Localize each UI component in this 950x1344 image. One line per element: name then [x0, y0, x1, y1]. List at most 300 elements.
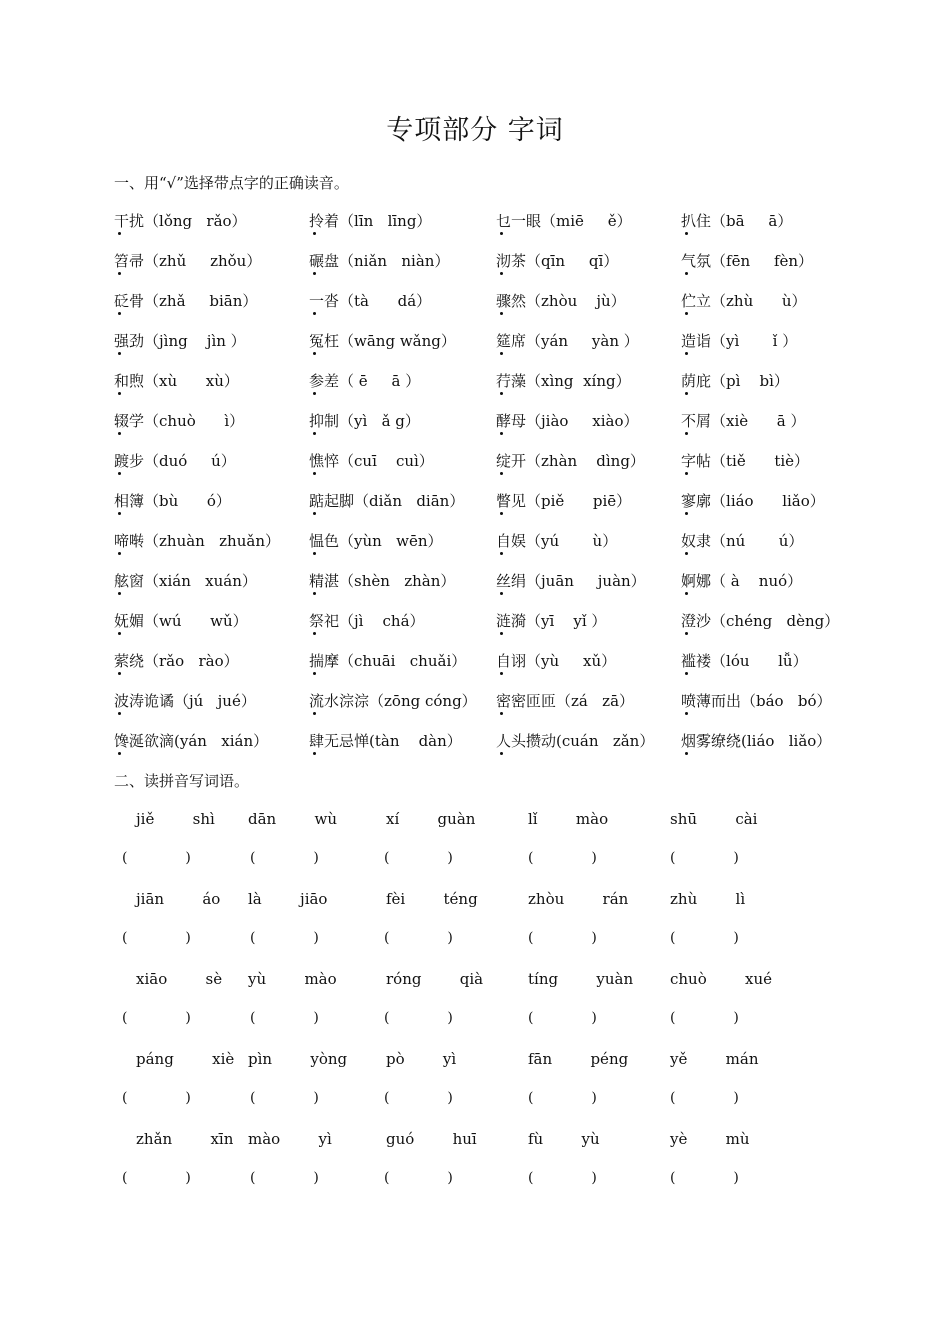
pronunciation-item: [114, 370, 239, 391]
emphasis-dot: [313, 392, 316, 395]
word: 波涛诡谲: [114, 692, 174, 710]
pinyin-options: （ à nuó）: [711, 572, 803, 590]
pinyin-options: （pì bì）: [711, 372, 789, 390]
emphasis-dot: [313, 272, 316, 275]
pinyin-prompt: shū cài: [670, 810, 758, 828]
pronunciation-item: [309, 330, 456, 351]
emphasis-dot: [685, 392, 688, 395]
word: 踮起脚: [309, 492, 354, 510]
emphasis-dot: [118, 592, 121, 595]
pinyin-options: （zhù ù）: [711, 292, 807, 310]
pinyin-prompt: mào yì: [248, 1130, 332, 1148]
pronunciation-item: [114, 610, 248, 631]
pronunciation-item: [496, 530, 617, 551]
pinyin-prompt: tíng yuàn: [528, 970, 634, 988]
pronunciation-item: [496, 250, 618, 271]
emphasis-dot: [118, 552, 121, 555]
pinyin-options: （līn līng）: [339, 212, 432, 230]
pinyin-options: （zōng cóng）: [369, 692, 477, 710]
answer-blank[interactable]: ( ): [384, 930, 453, 946]
pinyin-options: （diǎn diān）: [354, 492, 465, 510]
word: 筵席: [496, 332, 526, 350]
answer-blank[interactable]: ( ): [384, 1090, 453, 1106]
pinyin-row: [114, 1050, 854, 1070]
answer-row: [114, 1170, 854, 1190]
emphasis-dot: [118, 632, 121, 635]
pinyin-options: （cuī cuì）: [339, 452, 434, 470]
pronunciation-item: [309, 490, 464, 511]
pinyin-prompt: jiě shì: [136, 810, 215, 828]
pronunciation-row: [114, 210, 854, 234]
word: 和煦: [114, 372, 144, 390]
answer-blank[interactable]: ( ): [670, 1010, 739, 1026]
emphasis-dot: [500, 352, 503, 355]
emphasis-dot: [685, 352, 688, 355]
answer-blank[interactable]: ( ): [250, 1090, 319, 1106]
emphasis-dot: [313, 712, 316, 715]
pronunciation-item: [681, 370, 789, 391]
word: 妩媚: [114, 612, 144, 630]
pronunciation-item: [309, 610, 425, 631]
pronunciation-row: [114, 450, 854, 474]
answer-blank[interactable]: ( ): [384, 1010, 453, 1026]
emphasis-dot: [118, 232, 121, 235]
pronunciation-item: [114, 690, 256, 711]
word: 自娱: [496, 532, 526, 550]
pinyin-prompt: xí guàn: [386, 810, 476, 828]
emphasis-dot: [685, 432, 688, 435]
answer-blank[interactable]: ( ): [384, 850, 453, 866]
pinyin-options: （rǎo rào）: [144, 652, 239, 670]
pinyin-row: [114, 970, 854, 990]
pinyin-options: （yán yàn ）: [526, 332, 639, 350]
pinyin-options: （chéng dèng）: [711, 612, 840, 630]
pronunciation-item: [681, 210, 792, 231]
pronunciation-item: [496, 410, 639, 431]
word: 褴褛: [681, 652, 711, 670]
word: 憔悴: [309, 452, 339, 470]
emphasis-dot: [500, 752, 503, 755]
pinyin-prompt: yě mán: [670, 1050, 759, 1068]
word: 寥廓: [681, 492, 711, 510]
pinyin-options: （zhàn dìng）: [526, 452, 645, 470]
word: 揣摩: [309, 652, 339, 670]
pronunciation-item: [309, 730, 462, 751]
word: 砭骨: [114, 292, 144, 310]
pronunciation-item: [114, 450, 236, 471]
pronunciation-item: [309, 290, 431, 311]
pinyin-prompt: zhù lì: [670, 890, 746, 908]
answer-blank[interactable]: ( ): [250, 850, 319, 866]
emphasis-dot: [313, 632, 316, 635]
word: 烟雾缭绕: [681, 732, 741, 750]
pinyin-prompt: zhòu rán: [528, 890, 629, 908]
page-title: 专项部分 字词: [386, 115, 564, 146]
pronunciation-row: [114, 250, 854, 274]
pronunciation-item: [309, 410, 420, 431]
pronunciation-item: [114, 570, 257, 591]
pronunciation-item: [309, 250, 449, 271]
answer-blank[interactable]: ( ): [670, 1170, 739, 1186]
emphasis-dot: [118, 712, 121, 715]
word: 自诩: [496, 652, 526, 670]
word: 碾盘: [309, 252, 339, 270]
pronunciation-row: [114, 530, 854, 554]
emphasis-dot: [313, 232, 316, 235]
word: 肆无忌惮: [309, 732, 369, 750]
word: 拎着: [309, 212, 339, 230]
section-1-heading: 一、用“√”选择带点字的正确读音。: [114, 174, 349, 192]
emphasis-dot: [685, 552, 688, 555]
word: 婀娜: [681, 572, 711, 590]
pinyin-options: （liáo liǎo）: [711, 492, 825, 510]
pinyin-prompt: chuò xué: [670, 970, 773, 988]
pronunciation-item: [681, 410, 805, 431]
pinyin-options: （duó ú）: [144, 452, 236, 470]
answer-blank[interactable]: ( ): [250, 1010, 319, 1026]
pinyin-prompt: pìn yòng: [248, 1050, 348, 1068]
answer-row: [114, 850, 854, 870]
pinyin-options: （yù xǔ）: [526, 652, 617, 670]
word: 喷薄而出: [681, 692, 741, 710]
answer-row: [114, 930, 854, 950]
pronunciation-item: [496, 450, 645, 471]
pinyin-row: [114, 1130, 854, 1150]
pinyin-options: (tàn dàn）: [369, 732, 462, 750]
emphasis-dot: [685, 512, 688, 515]
section-2-heading: 二、读拼音写词语。: [114, 772, 250, 790]
pronunciation-item: [114, 490, 231, 511]
word: 一沓: [309, 292, 339, 310]
emphasis-dot: [118, 432, 121, 435]
pronunciation-item: [681, 250, 813, 271]
pinyin-options: （lǒng rǎo）: [144, 212, 247, 230]
pronunciation-item: [496, 610, 606, 631]
pinyin-options: (liáo liǎo）: [741, 732, 832, 750]
word: 强劲: [114, 332, 144, 350]
word: 人头攒动: [496, 732, 556, 750]
pinyin-prompt: dān wù: [248, 810, 338, 828]
answer-blank[interactable]: ( ): [122, 1010, 191, 1026]
answer-blank[interactable]: ( ): [670, 1090, 739, 1106]
pinyin-prompt: pò yì: [386, 1050, 457, 1068]
emphasis-dot: [118, 312, 121, 315]
word: 参差: [309, 372, 339, 390]
pinyin-options: （jì chá）: [339, 612, 425, 630]
word: 气氛: [681, 252, 711, 270]
pronunciation-row: [114, 570, 854, 594]
answer-row: [114, 1090, 854, 1110]
emphasis-dot: [685, 232, 688, 235]
emphasis-dot: [500, 592, 503, 595]
pinyin-prompt: zhǎn xīn: [136, 1130, 234, 1148]
pinyin-options: （fēn fèn）: [711, 252, 814, 270]
word: 馋涎欲滴: [114, 732, 174, 750]
pronunciation-item: [114, 650, 239, 671]
word: 丝绢: [496, 572, 526, 590]
pinyin-options: （zhǎ biān）: [144, 292, 258, 310]
pronunciation-item: [681, 650, 808, 671]
word: 酵母: [496, 412, 526, 430]
pronunciation-item: [114, 330, 246, 351]
emphasis-dot: [500, 632, 503, 635]
pinyin-prompt: fù yù: [528, 1130, 600, 1148]
word: 祭祀: [309, 612, 339, 630]
pinyin-options: （zá zā）: [556, 692, 635, 710]
answer-blank[interactable]: ( ): [670, 850, 739, 866]
word: 伫立: [681, 292, 711, 310]
emphasis-dot: [500, 432, 503, 435]
emphasis-dot: [118, 512, 121, 515]
answer-blank[interactable]: ( ): [122, 1090, 191, 1106]
word: 舷窗: [114, 572, 144, 590]
word: 扒住: [681, 212, 711, 230]
word: 绽开: [496, 452, 526, 470]
pronunciation-row: [114, 490, 854, 514]
pinyin-prompt: guó huī: [386, 1130, 477, 1148]
pronunciation-item: [496, 290, 626, 311]
pinyin-options: （zhuàn zhuǎn）: [144, 532, 280, 550]
word: 辍学: [114, 412, 144, 430]
emphasis-dot: [500, 312, 503, 315]
emphasis-dot: [313, 472, 316, 475]
answer-blank[interactable]: ( ): [528, 930, 597, 946]
word: 流水淙淙: [309, 692, 369, 710]
pronunciation-item: [114, 410, 244, 431]
pronunciation-item: [681, 570, 802, 591]
pronunciation-item: [681, 730, 831, 751]
answer-blank[interactable]: ( ): [250, 930, 319, 946]
pinyin-prompt: páng xiè: [136, 1050, 235, 1068]
answer-blank[interactable]: ( ): [122, 930, 191, 946]
pinyin-options: （jìng jìn ）: [144, 332, 246, 350]
pinyin-options: （bù ó）: [144, 492, 231, 510]
pinyin-prompt: lǐ mào: [528, 810, 609, 828]
pinyin-options: (cuán zǎn）: [556, 732, 655, 750]
emphasis-dot: [500, 392, 503, 395]
pinyin-options: （xiè ā ）: [711, 412, 806, 430]
pinyin-row: [114, 810, 854, 830]
pronunciation-row: [114, 290, 854, 314]
word: 抑制: [309, 412, 339, 430]
word: 瞥见: [496, 492, 526, 510]
pinyin-options: （yì ǎ g）: [339, 412, 420, 430]
emphasis-dot: [500, 232, 503, 235]
word: 乜一眼: [496, 212, 541, 230]
pronunciation-item: [681, 330, 797, 351]
pinyin-prompt: fèi téng: [386, 890, 478, 908]
word: 干扰: [114, 212, 144, 230]
pronunciation-item: [681, 530, 803, 551]
pronunciation-row: [114, 730, 854, 754]
pinyin-options: （qīn qī）: [526, 252, 619, 270]
pronunciation-item: [681, 490, 825, 511]
word: 啼啭: [114, 532, 144, 550]
pinyin-options: （yī yǐ ）: [526, 612, 607, 630]
answer-blank[interactable]: ( ): [250, 1170, 319, 1186]
pinyin-options: （wú wǔ）: [144, 612, 248, 630]
pronunciation-item: [114, 290, 257, 311]
pronunciation-item: [114, 250, 261, 271]
word: 不屑: [681, 412, 711, 430]
pronunciation-item: [309, 530, 443, 551]
word: 相簿: [114, 492, 144, 510]
answer-blank[interactable]: ( ): [528, 850, 597, 866]
word: 愠色: [309, 532, 339, 550]
word: 笤帚: [114, 252, 144, 270]
pinyin-options: （jú jué）: [174, 692, 256, 710]
pronunciation-item: [681, 610, 839, 631]
emphasis-dot: [118, 272, 121, 275]
pinyin-options: （xù xù）: [144, 372, 239, 390]
pinyin-options: （shèn zhàn）: [339, 572, 456, 590]
emphasis-dot: [313, 672, 316, 675]
answer-blank[interactable]: ( ): [122, 850, 191, 866]
emphasis-dot: [500, 672, 503, 675]
emphasis-dot: [685, 712, 688, 715]
answer-blank[interactable]: ( ): [528, 1170, 597, 1186]
emphasis-dot: [685, 312, 688, 315]
pronunciation-item: [681, 690, 832, 711]
answer-row: [114, 1010, 854, 1030]
pronunciation-item: [496, 690, 634, 711]
pinyin-prompt: là jiāo: [248, 890, 328, 908]
pinyin-prompt: yè mù: [670, 1130, 750, 1148]
pinyin-options: （yùn wēn）: [339, 532, 443, 550]
pronunciation-item: [496, 650, 616, 671]
pinyin-options: （tà dá）: [339, 292, 432, 310]
pronunciation-item: [114, 730, 268, 751]
pronunciation-item: [681, 450, 809, 471]
pinyin-options: （chuāi chuǎi）: [339, 652, 467, 670]
pronunciation-item: [496, 730, 654, 751]
pronunciation-row: [114, 370, 854, 394]
emphasis-dot: [500, 272, 503, 275]
emphasis-dot: [685, 272, 688, 275]
emphasis-dot: [118, 472, 121, 475]
emphasis-dot: [313, 752, 316, 755]
pronunciation-item: [496, 370, 631, 391]
word: 澄沙: [681, 612, 711, 630]
emphasis-dot: [685, 472, 688, 475]
word: 荇藻: [496, 372, 526, 390]
emphasis-dot: [500, 712, 503, 715]
word: 荫庇: [681, 372, 711, 390]
word: 造诣: [681, 332, 711, 350]
pronunciation-item: [309, 210, 431, 231]
word: 涟漪: [496, 612, 526, 630]
emphasis-dot: [313, 592, 316, 595]
emphasis-dot: [118, 352, 121, 355]
emphasis-dot: [313, 312, 316, 315]
emphasis-dot: [313, 432, 316, 435]
pronunciation-item: [681, 290, 807, 311]
pinyin-prompt: róng qià: [386, 970, 484, 988]
pronunciation-item: [496, 330, 639, 351]
emphasis-dot: [118, 672, 121, 675]
pronunciation-item: [309, 690, 477, 711]
pronunciation-item: [309, 570, 455, 591]
pinyin-row: [114, 890, 854, 910]
pinyin-prompt: xiāo sè: [136, 970, 223, 988]
answer-blank[interactable]: ( ): [384, 1170, 453, 1186]
pinyin-options: （zhòu jù）: [526, 292, 626, 310]
answer-blank[interactable]: ( ): [670, 930, 739, 946]
emphasis-dot: [313, 352, 316, 355]
word: 萦绕: [114, 652, 144, 670]
word: 沏茶: [496, 252, 526, 270]
pinyin-options: （juān juàn）: [526, 572, 646, 590]
word: 奴隶: [681, 532, 711, 550]
answer-blank[interactable]: ( ): [528, 1090, 597, 1106]
pinyin-options: （miē ě）: [541, 212, 632, 230]
pronunciation-row: [114, 610, 854, 634]
pinyin-options: （bā ā）: [711, 212, 793, 230]
pronunciation-row: [114, 690, 854, 714]
pronunciation-item: [496, 570, 646, 591]
emphasis-dot: [500, 552, 503, 555]
answer-blank[interactable]: ( ): [528, 1010, 597, 1026]
pinyin-options: （yú ù）: [526, 532, 618, 550]
pinyin-options: （xián xuán）: [144, 572, 257, 590]
pinyin-options: (yán xián）: [174, 732, 269, 750]
pinyin-options: （zhǔ zhǒu）: [144, 252, 262, 270]
pinyin-options: （nú ú）: [711, 532, 804, 550]
pronunciation-item: [496, 210, 632, 231]
pronunciation-item: [309, 370, 420, 391]
answer-blank[interactable]: ( ): [122, 1170, 191, 1186]
word: 精湛: [309, 572, 339, 590]
word: 密密匝匝: [496, 692, 556, 710]
pinyin-options: （chuò ì）: [144, 412, 245, 430]
pinyin-options: （niǎn niàn）: [339, 252, 450, 270]
emphasis-dot: [685, 632, 688, 635]
pinyin-options: （jiào xiào）: [526, 412, 639, 430]
emphasis-dot: [500, 472, 503, 475]
pronunciation-item: [309, 450, 434, 471]
pronunciation-row: [114, 650, 854, 674]
pinyin-options: （xìng xíng）: [526, 372, 631, 390]
emphasis-dot: [685, 752, 688, 755]
pinyin-options: （piě piē）: [526, 492, 632, 510]
pinyin-options: （wāng wǎng）: [339, 332, 456, 350]
emphasis-dot: [685, 672, 688, 675]
pronunciation-item: [496, 490, 631, 511]
pronunciation-row: [114, 330, 854, 354]
word: 踱步: [114, 452, 144, 470]
word: 字帖: [681, 452, 711, 470]
pinyin-prompt: jiān áo: [136, 890, 221, 908]
emphasis-dot: [118, 752, 121, 755]
pinyin-options: （báo bó）: [741, 692, 832, 710]
pinyin-options: （tiě tiè）: [711, 452, 810, 470]
emphasis-dot: [313, 512, 316, 515]
pinyin-options: （lóu lǚ）: [711, 652, 808, 670]
emphasis-dot: [118, 392, 121, 395]
word: 冤枉: [309, 332, 339, 350]
pronunciation-item: [114, 210, 247, 231]
emphasis-dot: [313, 552, 316, 555]
pronunciation-item: [114, 530, 280, 551]
emphasis-dot: [500, 512, 503, 515]
pinyin-options: （ ē ā ）: [339, 372, 421, 390]
pinyin-prompt: yù mào: [248, 970, 337, 988]
pinyin-options: （yì ǐ ）: [711, 332, 798, 350]
pronunciation-item: [309, 650, 466, 671]
word: 骤然: [496, 292, 526, 310]
emphasis-dot: [685, 592, 688, 595]
pronunciation-row: [114, 410, 854, 434]
